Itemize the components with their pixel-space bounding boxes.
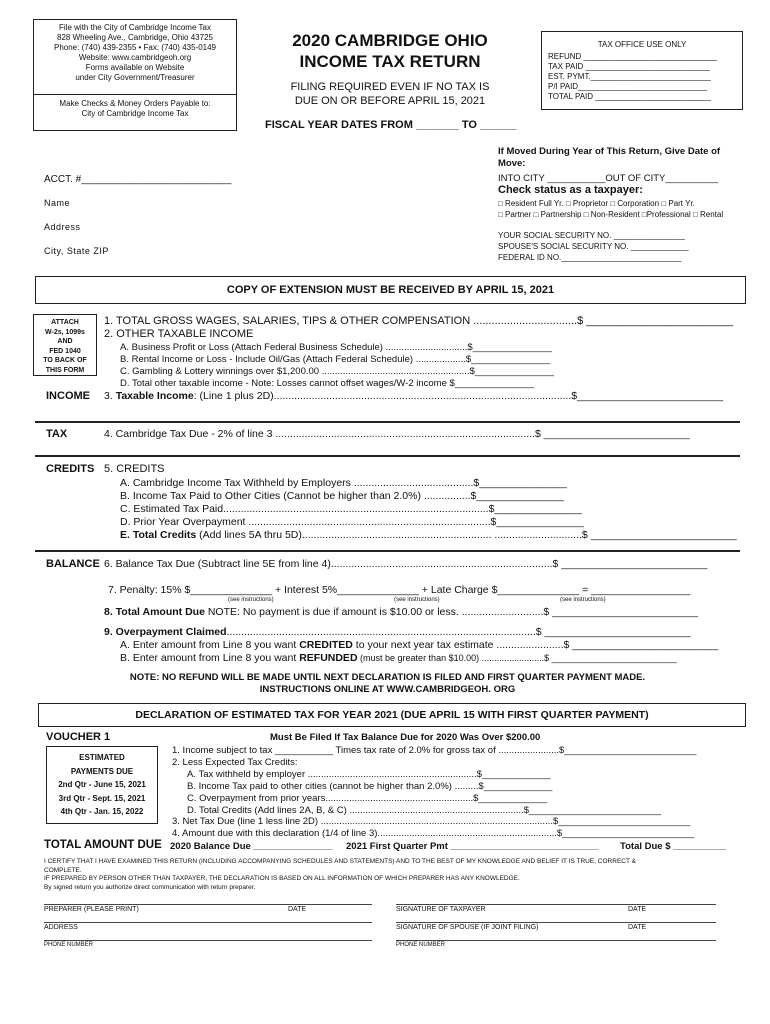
address-field[interactable]: Address bbox=[44, 222, 81, 232]
address-box bbox=[33, 19, 237, 131]
preparer-label[interactable]: PREPARER (PLEASE PRINT) bbox=[44, 906, 139, 913]
line-5b[interactable]: B. Income Tax Paid to Other Cities (Cannot be higher than 2.0%) ................$_______________ bbox=[120, 490, 564, 502]
line-4[interactable]: 4. Cambridge Tax Due - 2% of line 3 .........................................................................................$ _________________________ bbox=[104, 428, 690, 440]
balance-due-field[interactable]: 2020 Balance Due _______________ bbox=[170, 841, 333, 852]
attach-line: AND bbox=[57, 338, 73, 345]
decl-line-2c[interactable]: C. Overpayment from prior years........................................................$_____________ bbox=[187, 793, 548, 804]
voucher-label: VOUCHER 1 bbox=[46, 731, 111, 743]
line-8-label: 8. Total Amount Due bbox=[104, 606, 205, 618]
see-instructions-2: (see instructions) bbox=[394, 597, 440, 603]
est-line: PAYMENTS DUE bbox=[70, 766, 134, 776]
line-9-label: 9. Overpayment Claimed bbox=[104, 626, 227, 638]
refund-note-line: NOTE: NO REFUND WILL BE MADE UNTIL NEXT DECLARATION IS FILED AND FIRST QUARTER PAYMENT MADE. bbox=[129, 672, 646, 683]
line-9b[interactable] bbox=[120, 652, 677, 665]
form-title bbox=[255, 30, 525, 108]
payable-line: City of Cambridge Income Tax bbox=[81, 109, 189, 118]
moved-label: If Moved During Year of This Return, Give Date of bbox=[498, 146, 721, 157]
spouse-ssn-field[interactable]: SPOUSE'S SOCIAL SECURITY NO. _____________ bbox=[498, 242, 689, 251]
decl-line-2a[interactable]: A. Tax withheld by employer ................................................................$_____________ bbox=[187, 769, 551, 780]
certify-line: I CERTIFY THAT I HAVE EXAMINED THIS RETURN (INCLUDING ACCOMPANYING SCHEDULES AND STATEMENTS) AND TO THE BEST OF MY KNOWLEDGE AND BELIEF IT IS TRUE, CORRECT & bbox=[44, 858, 636, 865]
attach-line: THIS FORM bbox=[45, 366, 85, 374]
attach-line: TO BACK OF bbox=[43, 357, 87, 364]
line-3[interactable] bbox=[104, 390, 723, 403]
declaration-header bbox=[38, 703, 746, 727]
line-3-label: Taxable Income bbox=[115, 390, 194, 402]
line-3-number: 3. bbox=[104, 390, 113, 402]
taxpayer-signature-label[interactable]: SIGNATURE OF TAXPAYER bbox=[396, 906, 486, 913]
first-quarter-field[interactable]: 2021 First Quarter Pmt ____________________________ bbox=[346, 841, 599, 852]
income-section-label: INCOME bbox=[46, 390, 90, 402]
certify-line: By signed return you authorize direct communication with return preparer. bbox=[44, 883, 256, 891]
address-line: 828 Wheeling Ave., Cambridge, Ohio 43725 bbox=[57, 33, 213, 42]
refund-note-line: INSTRUCTIONS ONLINE AT WWW.CAMBRIDGEOH. ORG bbox=[259, 684, 516, 695]
filing-line: DUE ON OR BEFORE APRIL 15, 2021 bbox=[294, 95, 486, 107]
decl-line-2: 2. Less Expected Tax Credits: bbox=[172, 757, 298, 768]
spouse-date-label[interactable]: DATE bbox=[628, 924, 647, 931]
line-9a-text: to your next year tax estimate .......................$ _________________________ bbox=[352, 639, 719, 651]
city-field[interactable]: City, State ZIP bbox=[44, 246, 109, 256]
title-line: INCOME TAX RETURN bbox=[299, 52, 481, 71]
line-5e-rest: (Add lines 5A thru 5D)................................................................. ..............................$ _________________________ bbox=[196, 529, 737, 541]
address-line: Phone: (740) 439-2355 • Fax: (740) 435-0149 bbox=[53, 43, 217, 52]
decl-line-2b[interactable]: B. Income Tax paid to other cities (cannot be higher than 2.0%) .........$_____________ bbox=[187, 781, 553, 792]
title-line: 2020 CAMBRIDGE OHIO bbox=[292, 31, 488, 50]
decl-line-4[interactable]: 4. Amount due with this declaration (1/4 of line 3)....................................................................$_________________________ bbox=[172, 828, 695, 839]
attach-box bbox=[33, 314, 97, 376]
office-row: EST. PYMT.___________________________ bbox=[548, 72, 711, 81]
decl-line-1[interactable]: 1. Income subject to tax ___________ Times tax rate of 2.0% for gross tax of .......................$_________________________ bbox=[172, 745, 697, 756]
line-2c[interactable]: C. Gambling & Lottery winnings over $1,200.00 ........................................................$_______________ bbox=[120, 366, 555, 377]
line-9-rest: ..........................................................................................................$ _________________________ bbox=[226, 626, 691, 638]
line-8-rest: NOTE: No payment is due if amount is $10.00 or less. ............................$ _________________________ bbox=[204, 606, 699, 618]
line-9b-text: B. Enter amount from Line 8 you want bbox=[120, 652, 300, 664]
decl-line-2d[interactable]: D. Total Credits (Add lines 2A, B, & C) ..................................................................$_________________________ bbox=[187, 805, 662, 816]
total-due-field[interactable]: Total Due $ __________ bbox=[620, 841, 726, 852]
line-5c[interactable]: C. Estimated Tax Paid...........................................................................................$_______________ bbox=[120, 503, 583, 515]
address-line: Forms available on Website bbox=[85, 63, 185, 72]
line-5d[interactable]: D. Prior Year Overpayment ...................................................................................$_______________ bbox=[120, 516, 584, 528]
est-line: 4th Qtr - Jan. 15, 2022 bbox=[60, 807, 144, 816]
line-2d[interactable]: D. Total other taxable income - Note: Losses cannot offset wages/W-2 income $_______________ bbox=[120, 378, 535, 389]
line-9[interactable] bbox=[104, 626, 691, 639]
line-9a-text: A. Enter amount from Line 8 you want bbox=[120, 639, 300, 651]
line-3-rest: : (Line 1 plus 2D)......................................................................................................$_________________________ bbox=[193, 390, 724, 402]
balance-section-label: BALANCE bbox=[46, 558, 100, 570]
tax-section-label: TAX bbox=[46, 428, 68, 440]
tax-office-box bbox=[541, 31, 743, 110]
credits-section-label: CREDITS bbox=[46, 463, 95, 475]
name-field[interactable]: Name bbox=[44, 198, 71, 208]
line-9a[interactable] bbox=[120, 639, 718, 652]
tax-office-title: TAX OFFICE USE ONLY bbox=[597, 40, 687, 49]
address-line: File with the City of Cambridge Income Tax bbox=[59, 23, 211, 32]
office-row: REFUND ______________________________ bbox=[548, 52, 718, 61]
certification bbox=[44, 858, 744, 892]
office-row: TOTAL PAID __________________________ bbox=[548, 92, 711, 101]
preparer-date-label[interactable]: DATE bbox=[288, 906, 307, 913]
line-9b-text: (must be greater than $10.00) .........................$ _________________________ bbox=[357, 653, 677, 663]
line-2a[interactable]: A. Business Profit or Loss (Attach Federal Business Schedule) ...............................$_______________ bbox=[120, 342, 552, 353]
line-5: 5. CREDITS bbox=[104, 463, 165, 475]
see-instructions-3: (see instructions) bbox=[560, 597, 606, 603]
line-5a[interactable]: A. Cambridge Income Tax Withheld by Employers .........................................$_______________ bbox=[120, 477, 567, 489]
line-2b[interactable]: B. Rental Income or Loss - Include Oil/Gas (Attach Federal Schedule) ...................$_______________ bbox=[120, 354, 551, 365]
acct-field[interactable]: ACCT. #___________________________ bbox=[44, 174, 232, 185]
est-line: ESTIMATED bbox=[79, 753, 125, 762]
address-line: Website: www.cambridgeoh.org bbox=[78, 53, 192, 62]
line-9b-bold: REFUNDED bbox=[299, 652, 358, 664]
address-line: under City Government/Treasurer bbox=[75, 73, 195, 82]
office-row: TAX PAID ____________________________ bbox=[548, 62, 711, 71]
status-checkboxes[interactable]: □ Resident Full Yr. □ Proprietor □ Corporation □ Part Yr. bbox=[498, 199, 695, 208]
taxpayer-date-label[interactable]: DATE bbox=[628, 906, 647, 913]
spouse-signature-label[interactable]: SIGNATURE OF SPOUSE (IF JOINT FILING) bbox=[396, 924, 539, 931]
address-sig-label[interactable]: ADDRESS bbox=[44, 924, 78, 931]
est-line: 2nd Qtr - June 15, 2021 bbox=[58, 780, 146, 789]
certify-line: IF PREPARED BY PERSON OTHER THAN TAXPAYER, THE DECLARATION IS BASED ON ALL INFORMATION OF WHICH PREPARER HAS ANY KNOWLEDGE. bbox=[44, 875, 520, 882]
line-6[interactable]: 6. Balance Tax Due (Subtract line 5E from line 4)............................................................................$ _________________________ bbox=[104, 558, 708, 570]
see-instructions-1: (see instructions) bbox=[228, 597, 274, 603]
must-file-note: Must Be Filed If Tax Balance Due for 2020 Was Over $200.00 bbox=[270, 732, 541, 743]
taxpayer-phone-label[interactable]: PHONE NUMBER bbox=[396, 942, 446, 948]
payable-line: Make Checks & Money Orders Payable to: bbox=[59, 99, 211, 108]
fiscal-year-dates[interactable]: FISCAL YEAR DATES FROM _______ TO ______ bbox=[265, 119, 517, 131]
estimated-payments-box bbox=[46, 746, 158, 824]
attach-line: ATTACH bbox=[51, 319, 79, 326]
line-9a-bold: CREDITED bbox=[299, 639, 353, 651]
preparer-phone-label[interactable]: PHONE NUMBER bbox=[44, 942, 94, 948]
refund-note bbox=[35, 672, 740, 696]
line-8[interactable] bbox=[104, 606, 698, 619]
office-row: P/I PAID_____________________________ bbox=[548, 82, 708, 91]
moved-label: Move: bbox=[498, 158, 526, 169]
line-1[interactable]: 1. TOTAL GROSS WAGES, SALARIES, TIPS & OTHER COMPENSATION ..................................$ ________________________ bbox=[104, 315, 734, 327]
into-city-field[interactable]: INTO CITY ___________OUT OF CITY__________ bbox=[498, 173, 719, 184]
ssn-field[interactable]: YOUR SOCIAL SECURITY NO. ________________ bbox=[498, 231, 685, 240]
line-2: 2. OTHER TAXABLE INCOME bbox=[104, 328, 254, 340]
line-5e[interactable] bbox=[120, 529, 737, 542]
extension-text: COPY OF EXTENSION MUST BE RECEIVED BY APRIL 15, 2021 bbox=[226, 284, 555, 296]
filing-line: FILING REQUIRED EVEN IF NO TAX IS bbox=[290, 81, 490, 93]
certify-line: COMPLETE. bbox=[44, 866, 82, 874]
est-line: 3rd Qtr - Sept. 15, 2021 bbox=[58, 793, 146, 803]
attach-line: W-2s, 1099s bbox=[45, 328, 85, 336]
check-status-label: Check status as a taxpayer: bbox=[498, 184, 643, 196]
status-checkboxes[interactable]: □ Partner □ Partnership □ Non-Resident □Professional □ Rental bbox=[498, 210, 724, 219]
extension-notice bbox=[35, 276, 746, 304]
line-7[interactable]: 7. Penalty: 15% $______________ + Interest 5%______________ + Late Charge $______________ = _________________ bbox=[108, 584, 691, 596]
attach-line: FED 1040 bbox=[49, 347, 81, 355]
total-amount-due-label: TOTAL AMOUNT DUE bbox=[44, 839, 162, 851]
declaration-title: DECLARATION OF ESTIMATED TAX FOR YEAR 2021 (DUE APRIL 15 WITH FIRST QUARTER PAYMENT) bbox=[135, 709, 649, 721]
fed-id-field[interactable]: FEDERAL ID NO.___________________________ bbox=[498, 253, 682, 262]
decl-line-3[interactable]: 3. Net Tax Due (line 1 less line 2D) ........................................................................................$_________________________ bbox=[172, 816, 691, 827]
line-5e-label: E. Total Credits bbox=[120, 529, 197, 541]
